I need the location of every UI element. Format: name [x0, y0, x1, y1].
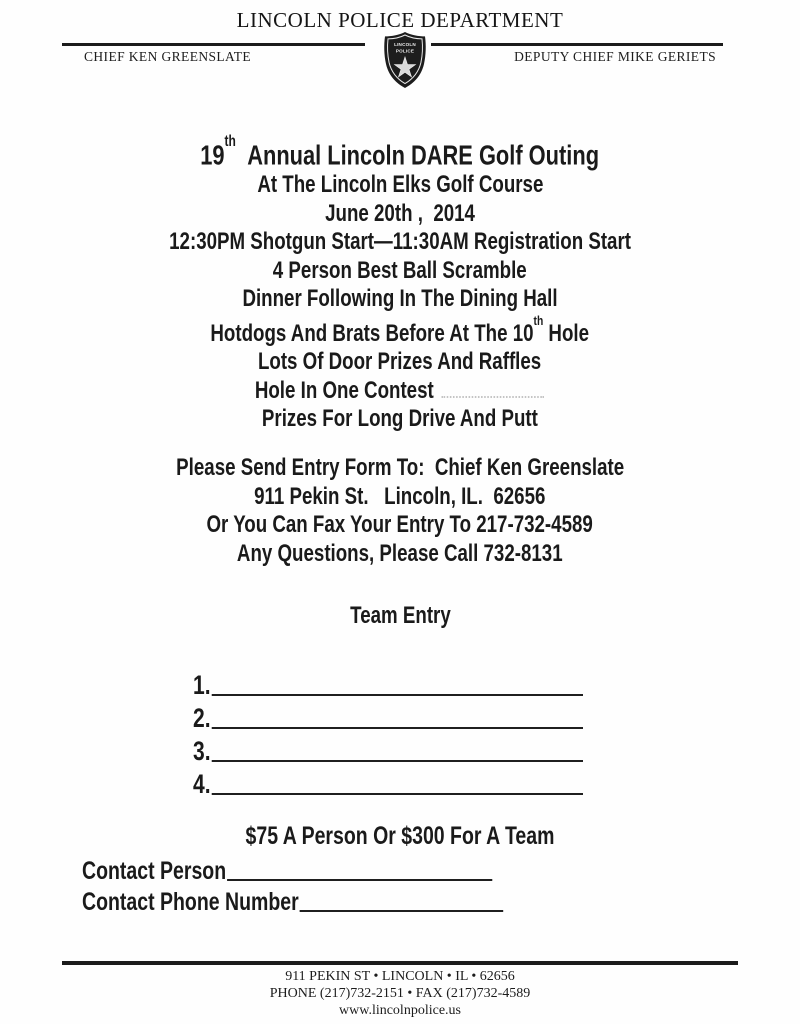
entry-blank-line [211, 793, 583, 795]
badge-text-line1: LINCOLN [394, 42, 416, 47]
contact-person-blank-line [227, 879, 492, 881]
team-entry-slot-3 [193, 732, 583, 765]
contact-phone-blank-line [299, 910, 503, 912]
header-rule-right [431, 43, 723, 46]
team-entry-slot-1 [193, 666, 583, 699]
scan-artifact [442, 392, 545, 398]
event-date: June 20th , 2014 [325, 199, 475, 227]
event-door-prizes: Lots Of Door Prizes And Raffles [258, 348, 542, 376]
header-rule-left [62, 43, 365, 46]
entry-blank-line [211, 694, 583, 696]
pricing [0, 821, 800, 851]
event-hole-in-one: Hole In One Contest [0, 377, 800, 406]
footer-website: www.lincolnpolice.us [339, 1003, 461, 1018]
questions-phone: Any Questions, Please Call 732-8131 [237, 539, 563, 567]
chief-name: CHIEF KEN GREENSLATE [84, 49, 251, 64]
contact-fields [82, 853, 622, 915]
event-hotdogs: Hotdogs And Brats Before At The 10th Hole [210, 312, 590, 347]
police-badge-icon [381, 31, 429, 89]
event-start-times: 12:30PM Shotgun Start—11:30AM Registration Start [169, 228, 631, 256]
contact-person-row [82, 853, 492, 884]
mailing-address: 911 Pekin St. Lincoln, IL. 62656 [254, 482, 546, 510]
entry-blank-line [211, 760, 583, 762]
event-venue: At The Lincoln Elks Golf Course [256, 171, 544, 199]
fax-instruction: Or You Can Fax Your Entry To 217-732-4589 [206, 511, 594, 538]
department-name: LINCOLN POLICE DEPARTMENT [236, 8, 564, 32]
team-entry-slots [193, 666, 693, 798]
team-entry-slot-2 [193, 699, 583, 732]
event-long-drive: Prizes For Long Drive And Putt [262, 405, 538, 433]
event-format: 4 Person Best Ball Scramble [273, 256, 527, 284]
slot-number: 3. [193, 736, 211, 766]
deputy-chief-name: DEPUTY CHIEF MIKE GERIETS [514, 49, 716, 64]
footer-phone-fax: PHONE (217)732-2151 • FAX (217)732-4589 [269, 986, 531, 1001]
slot-number: 2. [193, 703, 211, 733]
event-headline [0, 133, 800, 434]
contact-phone-row [82, 884, 503, 915]
letterhead-footer [0, 961, 800, 1019]
badge-text-line2: POLICE [395, 48, 415, 54]
contact-person-label: Contact Person [82, 857, 227, 885]
footer-address: 911 PEKIN ST • LINCOLN • IL • 62656 [285, 969, 515, 984]
event-title: 19th Annual Lincoln DARE Golf Outing [200, 132, 600, 171]
pricing-line: $75 A Person Or $300 For A Team [245, 822, 555, 850]
entry-instructions [0, 454, 800, 568]
entry-blank-line [211, 727, 583, 729]
event-dinner: Dinner Following In The Dining Hall [242, 285, 558, 313]
footer-rule [62, 961, 738, 965]
contact-phone-label: Contact Phone Number [82, 888, 299, 916]
team-entry-heading: Team Entry [349, 602, 451, 629]
slot-number: 4. [193, 769, 211, 799]
team-entry-slot-4 [193, 765, 583, 798]
slot-number: 1. [193, 670, 211, 700]
send-entry-to: Please Send Entry Form To: Chief Ken Greenslate [175, 454, 625, 481]
team-entry-section [0, 601, 800, 631]
